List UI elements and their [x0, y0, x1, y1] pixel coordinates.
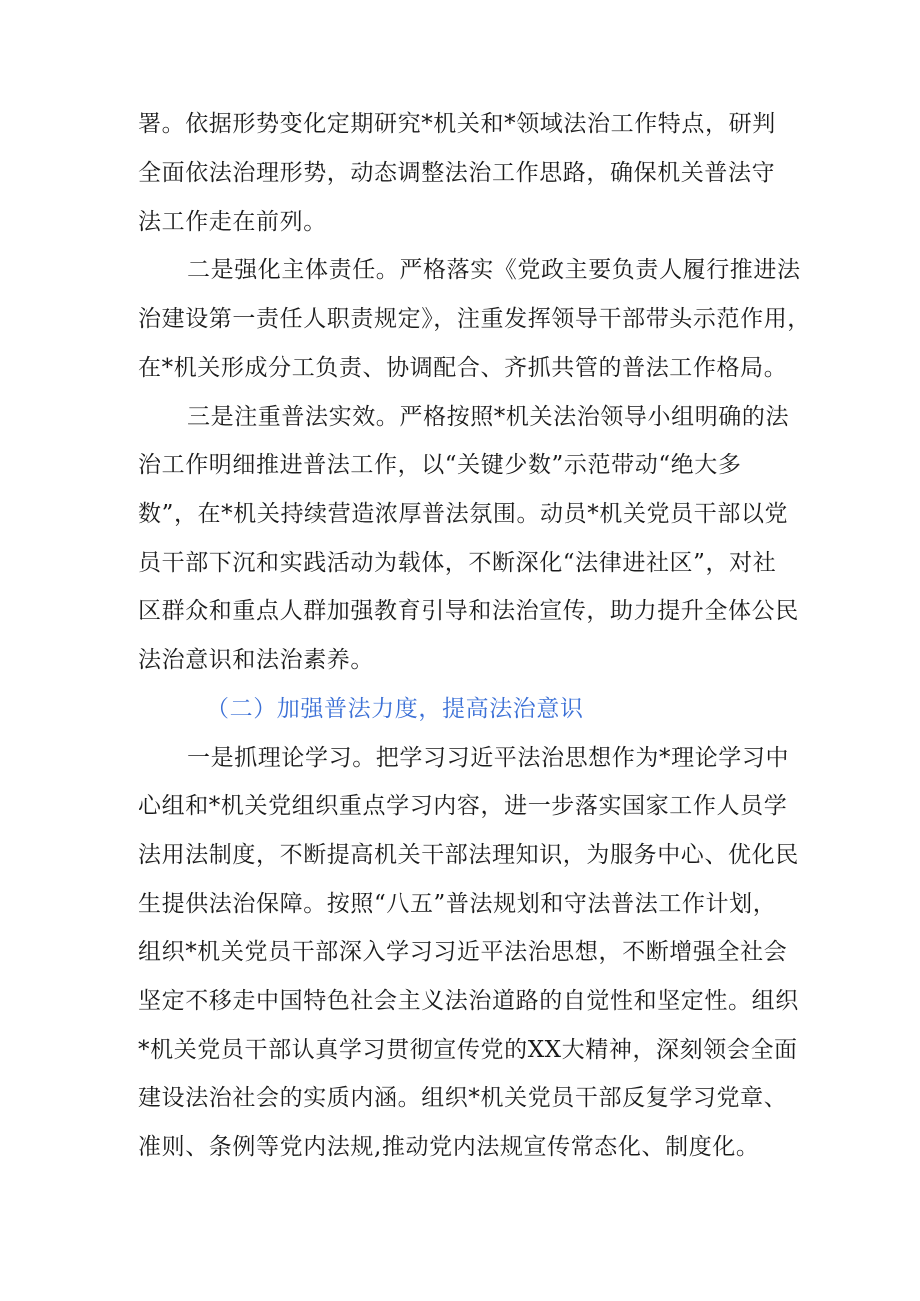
paragraph-line: 数”，在*机关持续营造浓厚普法氛围。动员*机关党员干部以党	[138, 501, 789, 527]
paragraph-line: 法工作走在前列。	[138, 209, 327, 235]
paragraph-line: 心组和*机关党组织重点学习内容，进一步落实国家工作人员学	[138, 793, 788, 819]
paragraph-line: 员干部下沉和实践活动为载体，不断深化“法律进社区”，对社	[138, 550, 777, 576]
paragraph-line: 法治意识和法治素养。	[138, 647, 374, 673]
paragraph-line: 一是抓理论学习。把学习习近平法治思想作为*理论学习中	[187, 745, 790, 771]
paragraph-line: 生提供法治保障。按照“八五”普法规划和守法普法工作计划，	[138, 891, 777, 917]
paragraph-line: 三是注重普法实效。严格按照*机关法治领导小组明确的法	[187, 404, 790, 430]
paragraph-line: 建设法治社会的实质内涵。组织*机关党员干部反复学习党章、	[138, 1085, 788, 1111]
paragraph-line: 署。依据形势变化定期研究*机关和*领域法治工作特点，研判	[138, 111, 776, 137]
section-heading: （二）加强普法力度，提高法治意识	[206, 696, 584, 722]
paragraph-line: 全面依法治理形势，动态调整法治工作思路，确保机关普法守	[138, 160, 776, 186]
paragraph-line: 区群众和重点人群加强教育引导和法治宣传，助力提升全体公民	[138, 598, 799, 624]
paragraph-line: 治工作明细推进普法工作，以“关键少数”示范带动“绝大多	[138, 452, 742, 478]
paragraph-line: 在*机关形成分工负责、协调配合、齐抓共管的普法工作格局。	[138, 355, 788, 381]
paragraph-line: 准则、条例等党内法规,推动党内法规宣传常态化、制度化。	[138, 1134, 760, 1160]
paragraph-line: *机关党员干部认真学习贯彻宣传党的XX大精神，深刻领会全面	[138, 1037, 798, 1063]
paragraph-line: 法用法制度，不断提高机关干部法理知识，为服务中心、优化民	[138, 842, 799, 868]
paragraph-line: 坚定不移走中国特色社会主义法治道路的自觉性和坚定性。组织	[138, 988, 799, 1014]
paragraph-line: 组织*机关党员干部深入学习习近平法治思想，不断增强全社会	[138, 939, 788, 965]
paragraph-line: 二是强化主体责任。严格落实《党政主要负责人履行推进法	[187, 257, 801, 283]
paragraph-line: 治建设第一责任人职责规定》，注重发挥领导干部带头示范作用，	[138, 306, 811, 332]
